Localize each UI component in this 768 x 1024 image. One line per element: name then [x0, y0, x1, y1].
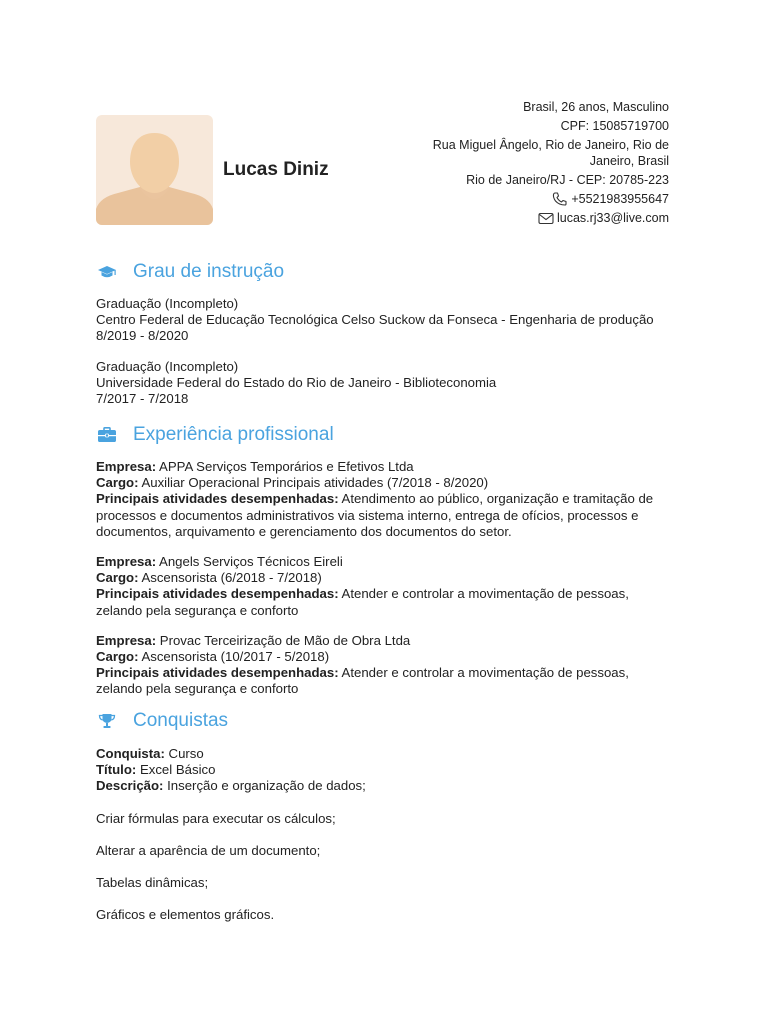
- achievements-title: Conquistas: [133, 710, 229, 731]
- activities: Atendimento ao público, organização e tramitação de processos e documentos administrativos via sistema interno, entrega de ofícios, processos e documentos, arquivamento e gerenciamento dos documentos do setor.: [96, 491, 654, 539]
- role-label: Cargo:: [96, 570, 139, 586]
- email: [429, 210, 669, 226]
- experience-heading: [96, 424, 334, 446]
- experience-list: [96, 459, 676, 712]
- address: Rua Miguel Ângelo, Rio de Janeiro, Rio de Janeiro, Brasil: [432, 138, 669, 168]
- activities: Atender e controlar a movimentação de pessoas, zelando pela segurança e conforto: [96, 665, 629, 697]
- achievements-heading: [96, 710, 228, 732]
- role: Ascensorista (6/2018 - 7/2018): [141, 570, 322, 586]
- role-label: Cargo:: [96, 475, 139, 491]
- experience-item: [96, 554, 676, 619]
- envelope-icon: [538, 212, 554, 225]
- profile-avatar: [96, 115, 213, 225]
- achievements-content: [96, 746, 676, 939]
- company: Provac Terceirização de Mão de Obra Ltda: [159, 632, 411, 648]
- activities-label: Principais atividades desempenhadas:: [96, 491, 339, 507]
- description-line: Gráficos e elementos gráficos.: [96, 907, 275, 923]
- candidate-name: Lucas Diniz: [223, 159, 329, 180]
- description-line: Tabelas dinâmicas;: [96, 875, 209, 891]
- email-address[interactable]: lucas.rj33@live.com: [556, 211, 669, 225]
- institution: Universidade Federal do Estado do Rio de Janeiro - Biblioteconomia: [96, 374, 497, 390]
- graduation-cap-icon: [97, 265, 117, 279]
- achievement-item: [96, 746, 676, 795]
- experience-item: [96, 459, 676, 540]
- experience-item: [96, 633, 676, 698]
- achievement-label: Conquista:: [96, 746, 165, 761]
- degree: Graduação (Incompleto): [96, 296, 239, 311]
- degree: Graduação (Incompleto): [96, 358, 239, 374]
- experience-title: Experiência profissional: [133, 424, 334, 445]
- phone-icon: [552, 192, 568, 206]
- education-title: Grau de instrução: [133, 261, 285, 282]
- education-heading: [96, 261, 284, 283]
- briefcase-icon: [97, 427, 117, 443]
- title-label: Título:: [96, 762, 137, 778]
- contact-info: [429, 99, 669, 229]
- company-label: Empresa:: [96, 554, 157, 570]
- activities-label: Principais atividades desempenhadas:: [96, 586, 339, 602]
- person-silhouette-icon: [96, 115, 213, 225]
- description-line: Alterar a aparência de um documento;: [96, 842, 321, 858]
- period: 7/2017 - 7/2018: [96, 391, 189, 407]
- phone-number: +5521983955647: [571, 192, 669, 206]
- activities: Atender e controlar a movimentação de pessoas, zelando pela segurança e conforto: [96, 586, 629, 618]
- role-label: Cargo:: [96, 649, 139, 665]
- description-line: Criar fórmulas para executar os cálculos;: [96, 810, 336, 826]
- cpf: CPF: 15085719700: [560, 119, 669, 133]
- personal-info: Brasil, 26 anos, Masculino: [523, 100, 669, 114]
- company: APPA Serviços Temporários e Efetivos Ltda: [159, 459, 414, 474]
- education-item: [96, 359, 676, 408]
- phone: [429, 191, 669, 207]
- description-label: Descrição:: [96, 778, 164, 794]
- period: 8/2019 - 8/2020: [96, 328, 189, 344]
- institution: Centro Federal de Educação Tecnológica Celso Suckow da Fonseca - Engenharia de produção: [96, 312, 654, 328]
- company: Angels Serviços Técnicos Eireli: [159, 554, 343, 570]
- education-list: [96, 296, 676, 421]
- role: Auxiliar Operacional Principais atividades (7/2018 - 8/2020): [141, 475, 489, 491]
- education-item: [96, 296, 676, 345]
- activities-label: Principais atividades desempenhadas:: [96, 665, 339, 681]
- role: Ascensorista (10/2017 - 5/2018): [141, 649, 330, 665]
- cep: Rio de Janeiro/RJ - CEP: 20785-223: [466, 173, 669, 187]
- achievement-title: Excel Básico: [139, 762, 216, 778]
- company-label: Empresa:: [96, 632, 157, 648]
- trophy-icon: [98, 713, 116, 729]
- achievement-type: Curso: [168, 746, 204, 761]
- company-label: Empresa:: [96, 459, 157, 474]
- achievement-description: Inserção e organização de dados;: [167, 778, 366, 794]
